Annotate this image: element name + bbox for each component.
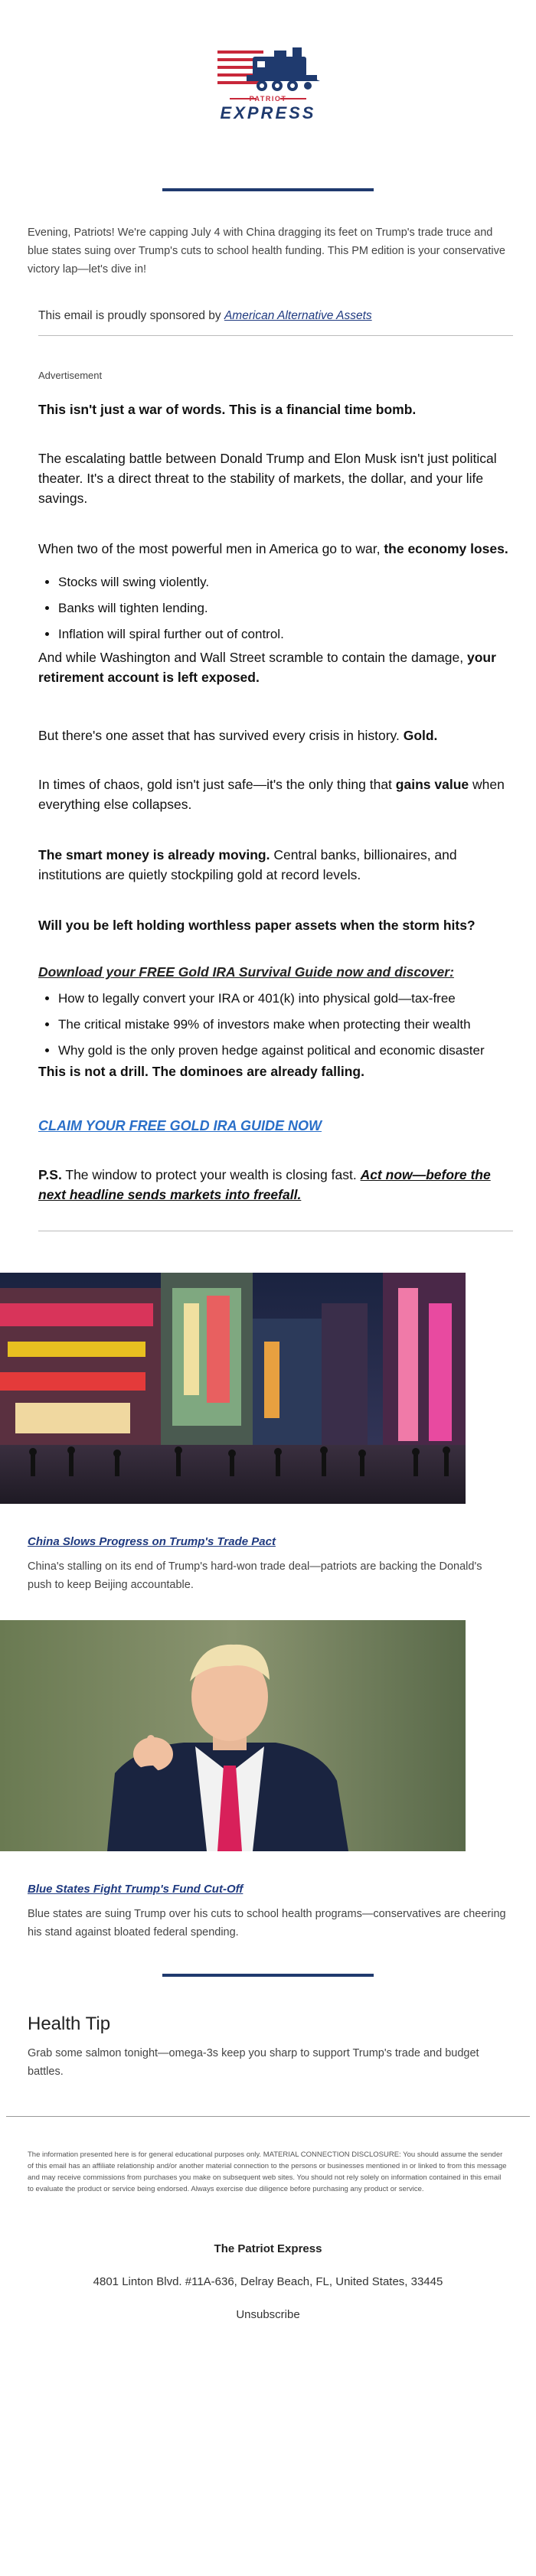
ad-headline: This isn't just a war of words. This is a financial time bomb. bbox=[38, 402, 417, 417]
list-item: • Inflation will spiral further out of control. bbox=[58, 621, 508, 647]
email-body bbox=[0, 41, 536, 2352]
ad-bold-text: the economy loses. bbox=[384, 541, 508, 556]
story-description: Blue states are suing Trump over his cuts to school health programs—conservatives are cheering his stand against bloated federal spending. bbox=[28, 1908, 506, 1939]
divider bbox=[38, 335, 513, 336]
ad-paragraph bbox=[38, 647, 508, 687]
health-tip-text: Grab some salmon tonight—omega-3s keep you sharp to support Trump's trade and budget battles. bbox=[28, 2047, 479, 2078]
ad-text: But there's one asset that has survived every crisis in history. bbox=[38, 728, 404, 743]
ad-bold-text: The smart money is already moving. bbox=[38, 847, 270, 862]
advertisement-label: Advertisement bbox=[38, 370, 103, 381]
ad-paragraph bbox=[38, 845, 508, 885]
footer-address: 4801 Linton Blvd. #11A-636, Delray Beach, FL, United States, 33445 bbox=[93, 2275, 443, 2288]
postscript-link[interactable]: Act now—before the next headline sends markets into freefall. bbox=[38, 1167, 491, 1202]
unsubscribe-link[interactable]: Unsubscribe bbox=[236, 2308, 300, 2321]
ad-text: when everything else collapses. bbox=[38, 777, 505, 812]
list-item: • The critical mistake 99% of investors make when protecting their wealth bbox=[58, 1014, 508, 1035]
ad-bold-text: gains value bbox=[395, 777, 469, 792]
story-description: China's stalling on its end of Trump's hard-won trade deal—patriots are backing the Donald's push to keep Beijing accountable. bbox=[28, 1560, 482, 1591]
ad-bold-text: Gold. bbox=[403, 728, 438, 743]
ad-paragraph bbox=[38, 539, 508, 559]
ad-bullet-list bbox=[38, 569, 508, 647]
intro-text: Evening, Patriots! We're capping July 4 with China dragging its feet on Trump's trade truce and blue states suing over Trump's cuts to school health funding. This PM edition is your conservative victory lap—let's dive in! bbox=[28, 227, 505, 276]
ad-bold-text: P.S. bbox=[38, 1167, 62, 1182]
sponsor-line bbox=[38, 309, 536, 323]
ad-text: And while Washington and Wall Street scramble to contain the damage, bbox=[38, 650, 467, 665]
ad-postscript bbox=[38, 1165, 508, 1205]
advertisement-body bbox=[0, 381, 536, 1205]
logo-top-text: PATRIOT bbox=[249, 95, 287, 103]
ad-paragraph bbox=[38, 726, 508, 745]
patriot-express-logo bbox=[207, 41, 329, 133]
section-divider bbox=[162, 188, 374, 191]
train-icon bbox=[217, 47, 320, 95]
sponsor-prefix: This email is proudly sponsored by bbox=[38, 309, 224, 322]
china-street-photo[interactable] bbox=[0, 1273, 466, 1504]
story-headline-link[interactable]: Blue States Fight Trump's Fund Cut-Off bbox=[28, 1883, 243, 1896]
ad-text: The window to protect your wealth is closing fast. bbox=[61, 1167, 361, 1182]
disclaimer-text: The information presented here is for general educational purposes only. MATERIAL CONNECTION DISCLOSURE: You should assume the sender of this email has an affiliate relationship and/or another material connection to the persons or businesses mentioned in or linked to from this message and may receive commissions from purchases you make on subsequent web sites. You should not rely solely on information contained in this email to evaluate the product or service being endorsed. Always exercise due diligence before purchasing any product or service. bbox=[28, 2150, 507, 2193]
trump-portrait-photo[interactable] bbox=[0, 1620, 466, 1851]
ad-text: Central banks, billionaires, and institutions are quietly stockpiling gold at record levels. bbox=[38, 847, 457, 882]
list-item: • Stocks will swing violently. bbox=[58, 569, 508, 595]
ad-question: Will you be left holding worthless paper assets when the storm hits? bbox=[38, 918, 476, 933]
sponsor-link[interactable]: American Alternative Assets bbox=[224, 309, 372, 322]
logo-main-text: EXPRESS bbox=[220, 103, 316, 122]
list-item: • Why gold is the only proven hedge against political and economic disaster bbox=[58, 1040, 508, 1061]
footer-company-name: The Patriot Express bbox=[214, 2242, 322, 2255]
ad-paragraph: The escalating battle between Donald Trump and Elon Musk isn't just political theater. It's a direct threat to the stability of markets, the dollar, and your life savings. bbox=[38, 451, 497, 506]
guide-bullet-list bbox=[38, 988, 508, 1061]
ad-text: When two of the most powerful men in America go to war, bbox=[38, 541, 384, 556]
ad-paragraph bbox=[38, 774, 508, 814]
ad-text: In times of chaos, gold isn't just safe—it's the only thing that bbox=[38, 777, 396, 792]
health-tip-title: Health Tip bbox=[28, 2014, 111, 2034]
list-item: • How to legally convert your IRA or 401(k) into physical gold—tax-free bbox=[58, 988, 508, 1009]
claim-guide-link[interactable]: CLAIM YOUR FREE GOLD IRA GUIDE NOW bbox=[38, 1118, 322, 1133]
ad-warning: This is not a drill. The dominoes are already falling. bbox=[38, 1064, 364, 1079]
list-item: • Banks will tighten lending. bbox=[58, 595, 508, 621]
ad-bold-text: your retirement account is left exposed. bbox=[38, 650, 496, 685]
story-headline-link[interactable]: China Slows Progress on Trump's Trade Pact bbox=[28, 1535, 276, 1548]
guide-heading: Download your FREE Gold IRA Survival Guide now and discover: bbox=[38, 964, 454, 980]
